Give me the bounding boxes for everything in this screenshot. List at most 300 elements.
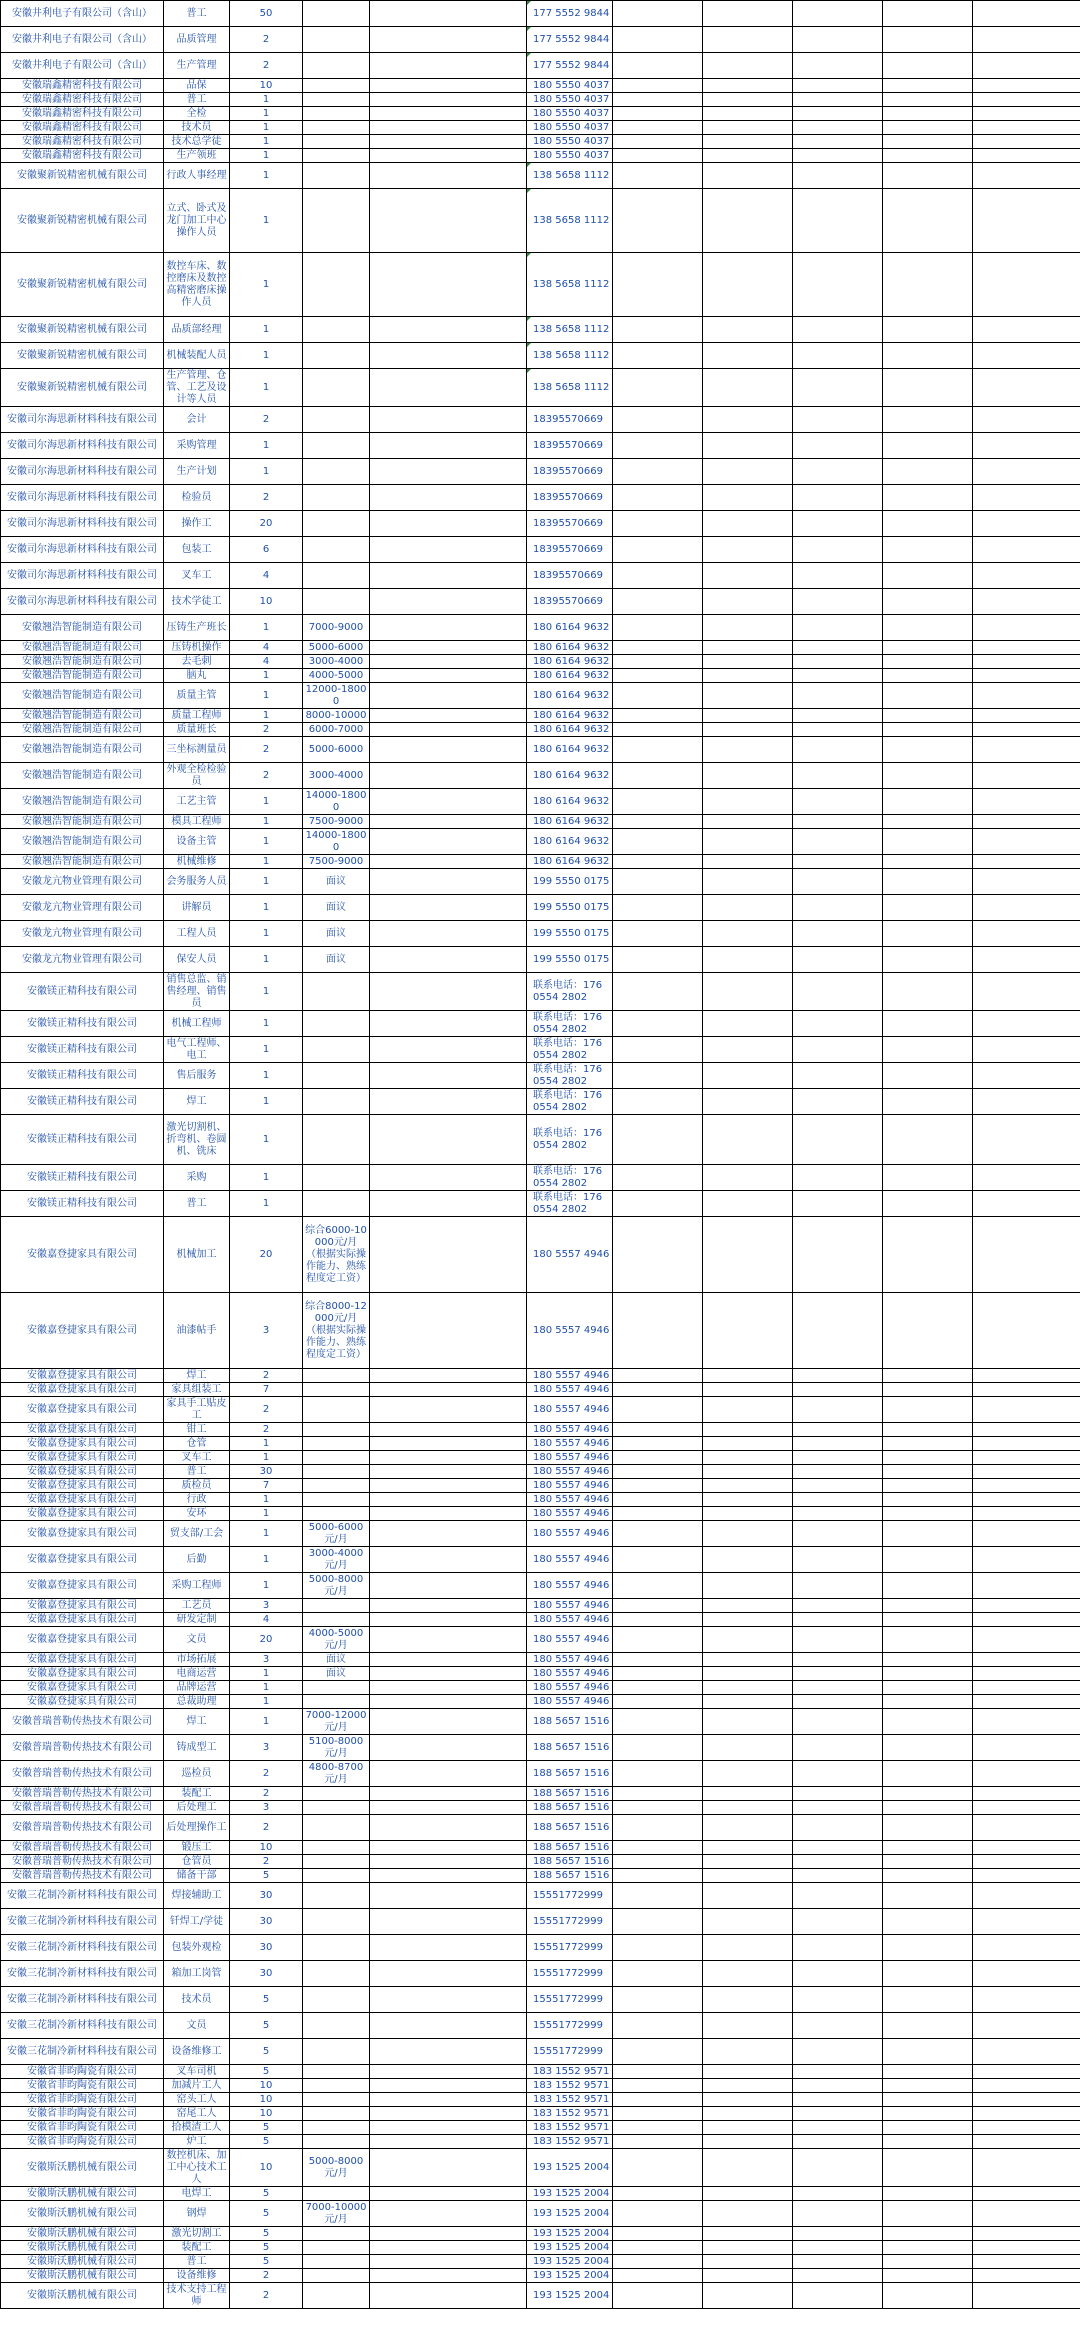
empty-cell[interactable]	[703, 1573, 793, 1599]
company-cell[interactable]: 安徽嘉登捷家具有限公司	[1, 1547, 164, 1573]
salary-cell[interactable]	[303, 1383, 370, 1397]
phone-cell[interactable]: 180 6164 9632	[527, 723, 613, 737]
empty-cell[interactable]	[973, 1479, 1080, 1493]
empty-cell[interactable]	[613, 1063, 703, 1089]
position-cell[interactable]: 技术支持工程师	[164, 2283, 230, 2309]
company-cell[interactable]: 安徽龙亢物业管理有限公司	[1, 921, 164, 947]
empty-cell[interactable]	[883, 1493, 973, 1507]
blank-cell[interactable]	[370, 1, 527, 27]
empty-cell[interactable]	[613, 1521, 703, 1547]
empty-cell[interactable]	[703, 1465, 793, 1479]
company-cell[interactable]: 安徽翘浩智能制造有限公司	[1, 855, 164, 869]
empty-cell[interactable]	[883, 1815, 973, 1841]
salary-cell[interactable]	[303, 1507, 370, 1521]
empty-cell[interactable]	[973, 973, 1080, 1011]
headcount-cell[interactable]: 20	[230, 1627, 303, 1653]
empty-cell[interactable]	[793, 2065, 883, 2079]
company-cell[interactable]: 安徽嘉登捷家具有限公司	[1, 1653, 164, 1667]
phone-cell[interactable]: 180 5557 4946	[527, 1695, 613, 1709]
salary-cell[interactable]: 4000-5000	[303, 669, 370, 683]
position-cell[interactable]: 电商运营	[164, 1667, 230, 1681]
salary-cell[interactable]	[303, 485, 370, 511]
empty-cell[interactable]	[613, 1653, 703, 1667]
empty-cell[interactable]	[973, 149, 1080, 163]
headcount-cell[interactable]: 1	[230, 709, 303, 723]
empty-cell[interactable]	[883, 537, 973, 563]
position-cell[interactable]: 电焊工	[164, 2187, 230, 2201]
empty-cell[interactable]	[973, 1987, 1080, 2013]
empty-cell[interactable]	[883, 1883, 973, 1909]
empty-cell[interactable]	[703, 1935, 793, 1961]
empty-cell[interactable]	[793, 317, 883, 343]
position-cell[interactable]: 焊工	[164, 1709, 230, 1735]
empty-cell[interactable]	[973, 815, 1080, 829]
salary-cell[interactable]	[303, 433, 370, 459]
empty-cell[interactable]	[793, 135, 883, 149]
phone-cell[interactable]: 188 5657 1516	[527, 1787, 613, 1801]
empty-cell[interactable]	[613, 121, 703, 135]
empty-cell[interactable]	[613, 1869, 703, 1883]
empty-cell[interactable]	[613, 1735, 703, 1761]
empty-cell[interactable]	[793, 2201, 883, 2227]
empty-cell[interactable]	[703, 485, 793, 511]
headcount-cell[interactable]: 4	[230, 655, 303, 669]
empty-cell[interactable]	[883, 135, 973, 149]
salary-cell[interactable]: 12000-18000	[303, 683, 370, 709]
phone-cell[interactable]: 138 5658 1112	[527, 163, 613, 189]
salary-cell[interactable]	[303, 2065, 370, 2079]
company-cell[interactable]: 安徽镁正精科技有限公司	[1, 1063, 164, 1089]
empty-cell[interactable]	[883, 1, 973, 27]
empty-cell[interactable]	[793, 815, 883, 829]
headcount-cell[interactable]: 10	[230, 2107, 303, 2121]
position-cell[interactable]: 设备主管	[164, 829, 230, 855]
empty-cell[interactable]	[793, 2187, 883, 2201]
empty-cell[interactable]	[703, 921, 793, 947]
company-cell[interactable]: 安徽嘉登捷家具有限公司	[1, 1493, 164, 1507]
empty-cell[interactable]	[973, 1801, 1080, 1815]
headcount-cell[interactable]: 1	[230, 317, 303, 343]
headcount-cell[interactable]: 1	[230, 1547, 303, 1573]
company-cell[interactable]: 安徽司尔海思新材料科技有限公司	[1, 433, 164, 459]
empty-cell[interactable]	[703, 407, 793, 433]
empty-cell[interactable]	[883, 855, 973, 869]
empty-cell[interactable]	[703, 1761, 793, 1787]
company-cell[interactable]: 安徽斯沃鹏机械有限公司	[1, 2227, 164, 2241]
salary-cell[interactable]	[303, 163, 370, 189]
empty-cell[interactable]	[883, 1599, 973, 1613]
empty-cell[interactable]	[883, 317, 973, 343]
empty-cell[interactable]	[613, 1397, 703, 1423]
blank-cell[interactable]	[370, 2107, 527, 2121]
phone-cell[interactable]: 188 5657 1516	[527, 1869, 613, 1883]
phone-cell[interactable]: 联系电话：176 0554 2802	[527, 1037, 613, 1063]
empty-cell[interactable]	[973, 1437, 1080, 1451]
company-cell[interactable]: 安徽普瑞普勒传热技术有限公司	[1, 1787, 164, 1801]
empty-cell[interactable]	[793, 921, 883, 947]
empty-cell[interactable]	[703, 641, 793, 655]
company-cell[interactable]: 安徽普瑞普勒传热技术有限公司	[1, 1815, 164, 1841]
empty-cell[interactable]	[973, 1841, 1080, 1855]
blank-cell[interactable]	[370, 737, 527, 763]
phone-cell[interactable]: 180 5557 4946	[527, 1479, 613, 1493]
blank-cell[interactable]	[370, 121, 527, 135]
position-cell[interactable]: 研发定制	[164, 1613, 230, 1627]
position-cell[interactable]: 叉车工	[164, 1451, 230, 1465]
blank-cell[interactable]	[370, 2135, 527, 2149]
empty-cell[interactable]	[973, 1507, 1080, 1521]
empty-cell[interactable]	[703, 1383, 793, 1397]
empty-cell[interactable]	[973, 869, 1080, 895]
empty-cell[interactable]	[613, 973, 703, 1011]
blank-cell[interactable]	[370, 563, 527, 589]
empty-cell[interactable]	[613, 1613, 703, 1627]
headcount-cell[interactable]: 5	[230, 2241, 303, 2255]
empty-cell[interactable]	[793, 737, 883, 763]
salary-cell[interactable]: 3000-4000	[303, 763, 370, 789]
headcount-cell[interactable]: 1	[230, 669, 303, 683]
salary-cell[interactable]: 5000-6000	[303, 737, 370, 763]
empty-cell[interactable]	[793, 1883, 883, 1909]
position-cell[interactable]: 家具手工贴皮工	[164, 1397, 230, 1423]
salary-cell[interactable]	[303, 1961, 370, 1987]
blank-cell[interactable]	[370, 149, 527, 163]
empty-cell[interactable]	[613, 1115, 703, 1165]
empty-cell[interactable]	[973, 407, 1080, 433]
empty-cell[interactable]	[703, 2255, 793, 2269]
empty-cell[interactable]	[793, 2255, 883, 2269]
blank-cell[interactable]	[370, 1479, 527, 1493]
blank-cell[interactable]	[370, 537, 527, 563]
empty-cell[interactable]	[973, 343, 1080, 369]
salary-cell[interactable]: 14000-18000	[303, 829, 370, 855]
company-cell[interactable]: 安徽瑞鑫精密科技有限公司	[1, 107, 164, 121]
company-cell[interactable]: 安徽斯沃鹏机械有限公司	[1, 2187, 164, 2201]
headcount-cell[interactable]: 1	[230, 1709, 303, 1735]
company-cell[interactable]: 安徽斯沃鹏机械有限公司	[1, 2149, 164, 2187]
empty-cell[interactable]	[973, 1037, 1080, 1063]
company-cell[interactable]: 安徽翘浩智能制造有限公司	[1, 789, 164, 815]
salary-cell[interactable]	[303, 1437, 370, 1451]
headcount-cell[interactable]: 30	[230, 1909, 303, 1935]
blank-cell[interactable]	[370, 107, 527, 121]
empty-cell[interactable]	[613, 855, 703, 869]
empty-cell[interactable]	[883, 1507, 973, 1521]
position-cell[interactable]: 叉车工	[164, 563, 230, 589]
company-cell[interactable]: 安徽嘉登捷家具有限公司	[1, 1369, 164, 1383]
position-cell[interactable]: 焊工	[164, 1089, 230, 1115]
empty-cell[interactable]	[703, 1787, 793, 1801]
salary-cell[interactable]	[303, 1063, 370, 1089]
empty-cell[interactable]	[613, 921, 703, 947]
salary-cell[interactable]	[303, 1787, 370, 1801]
empty-cell[interactable]	[613, 563, 703, 589]
empty-cell[interactable]	[883, 121, 973, 135]
empty-cell[interactable]	[973, 1695, 1080, 1709]
headcount-cell[interactable]: 2	[230, 1815, 303, 1841]
blank-cell[interactable]	[370, 1063, 527, 1089]
blank-cell[interactable]	[370, 2121, 527, 2135]
blank-cell[interactable]	[370, 615, 527, 641]
salary-cell[interactable]	[303, 107, 370, 121]
company-cell[interactable]: 安徽井利电子有限公司（含山）	[1, 27, 164, 53]
phone-cell[interactable]: 180 6164 9632	[527, 669, 613, 683]
blank-cell[interactable]	[370, 1115, 527, 1165]
blank-cell[interactable]	[370, 641, 527, 655]
empty-cell[interactable]	[793, 789, 883, 815]
empty-cell[interactable]	[613, 1987, 703, 2013]
headcount-cell[interactable]: 3	[230, 1293, 303, 1369]
empty-cell[interactable]	[613, 1667, 703, 1681]
empty-cell[interactable]	[973, 1465, 1080, 1479]
salary-cell[interactable]: 综合8000-12000元/月（根据实际操作能力、熟练程度定工资）	[303, 1293, 370, 1369]
position-cell[interactable]: 压铸机操作	[164, 641, 230, 655]
salary-cell[interactable]	[303, 1695, 370, 1709]
salary-cell[interactable]	[303, 253, 370, 317]
blank-cell[interactable]	[370, 683, 527, 709]
empty-cell[interactable]	[703, 79, 793, 93]
empty-cell[interactable]	[973, 2121, 1080, 2135]
empty-cell[interactable]	[703, 1599, 793, 1613]
blank-cell[interactable]	[370, 459, 527, 485]
empty-cell[interactable]	[883, 2269, 973, 2283]
phone-cell[interactable]: 180 5557 4946	[527, 1293, 613, 1369]
empty-cell[interactable]	[703, 1869, 793, 1883]
empty-cell[interactable]	[703, 563, 793, 589]
salary-cell[interactable]	[303, 1869, 370, 1883]
empty-cell[interactable]	[973, 1521, 1080, 1547]
empty-cell[interactable]	[793, 1217, 883, 1293]
blank-cell[interactable]	[370, 1037, 527, 1063]
blank-cell[interactable]	[370, 53, 527, 79]
empty-cell[interactable]	[703, 1423, 793, 1437]
phone-cell[interactable]: 18395570669	[527, 537, 613, 563]
headcount-cell[interactable]: 3	[230, 1735, 303, 1761]
phone-cell[interactable]: 193 1525 2004	[527, 2201, 613, 2227]
phone-cell[interactable]: 183 1552 9571	[527, 2079, 613, 2093]
position-cell[interactable]: 数控车床、数控磨床及数控高精密磨床操作人员	[164, 253, 230, 317]
empty-cell[interactable]	[883, 1191, 973, 1217]
phone-cell[interactable]: 180 5557 4946	[527, 1423, 613, 1437]
headcount-cell[interactable]: 1	[230, 1493, 303, 1507]
empty-cell[interactable]	[793, 1493, 883, 1507]
empty-cell[interactable]	[613, 53, 703, 79]
empty-cell[interactable]	[613, 789, 703, 815]
company-cell[interactable]: 安徽聚新锐精密机械有限公司	[1, 253, 164, 317]
blank-cell[interactable]	[370, 2149, 527, 2187]
blank-cell[interactable]	[370, 485, 527, 511]
headcount-cell[interactable]: 2	[230, 2269, 303, 2283]
empty-cell[interactable]	[883, 1787, 973, 1801]
salary-cell[interactable]: 14000-18000	[303, 789, 370, 815]
empty-cell[interactable]	[703, 789, 793, 815]
phone-cell[interactable]: 15551772999	[527, 1883, 613, 1909]
phone-cell[interactable]: 180 5550 4037	[527, 135, 613, 149]
empty-cell[interactable]	[703, 2187, 793, 2201]
blank-cell[interactable]	[370, 1493, 527, 1507]
empty-cell[interactable]	[973, 947, 1080, 973]
phone-cell[interactable]: 联系电话：176 0554 2802	[527, 1089, 613, 1115]
empty-cell[interactable]	[973, 1667, 1080, 1681]
empty-cell[interactable]	[883, 2039, 973, 2065]
headcount-cell[interactable]: 1	[230, 1011, 303, 1037]
empty-cell[interactable]	[793, 2269, 883, 2283]
headcount-cell[interactable]: 1	[230, 343, 303, 369]
position-cell[interactable]: 巡检员	[164, 1761, 230, 1787]
empty-cell[interactable]	[613, 1909, 703, 1935]
company-cell[interactable]: 安徽司尔海思新材料科技有限公司	[1, 407, 164, 433]
empty-cell[interactable]	[883, 253, 973, 317]
blank-cell[interactable]	[370, 1909, 527, 1935]
position-cell[interactable]: 检验员	[164, 485, 230, 511]
empty-cell[interactable]	[973, 1451, 1080, 1465]
headcount-cell[interactable]: 1	[230, 253, 303, 317]
empty-cell[interactable]	[703, 537, 793, 563]
empty-cell[interactable]	[613, 2107, 703, 2121]
company-cell[interactable]: 安徽翘浩智能制造有限公司	[1, 723, 164, 737]
phone-cell[interactable]: 15551772999	[527, 1961, 613, 1987]
empty-cell[interactable]	[883, 1217, 973, 1293]
blank-cell[interactable]	[370, 163, 527, 189]
blank-cell[interactable]	[370, 369, 527, 407]
empty-cell[interactable]	[973, 1, 1080, 27]
empty-cell[interactable]	[883, 1909, 973, 1935]
position-cell[interactable]: 压铸生产班长	[164, 615, 230, 641]
empty-cell[interactable]	[703, 815, 793, 829]
headcount-cell[interactable]: 1	[230, 1681, 303, 1695]
empty-cell[interactable]	[883, 343, 973, 369]
empty-cell[interactable]	[973, 317, 1080, 343]
empty-cell[interactable]	[613, 1883, 703, 1909]
salary-cell[interactable]	[303, 1855, 370, 1869]
empty-cell[interactable]	[613, 641, 703, 655]
headcount-cell[interactable]: 2	[230, 53, 303, 79]
empty-cell[interactable]	[703, 1695, 793, 1709]
company-cell[interactable]: 安徽嘉登捷家具有限公司	[1, 1465, 164, 1479]
blank-cell[interactable]	[370, 1869, 527, 1883]
empty-cell[interactable]	[613, 2283, 703, 2309]
empty-cell[interactable]	[973, 2227, 1080, 2241]
empty-cell[interactable]	[703, 669, 793, 683]
salary-cell[interactable]: 6000-7000	[303, 723, 370, 737]
phone-cell[interactable]: 188 5657 1516	[527, 1735, 613, 1761]
phone-cell[interactable]: 199 5550 0175	[527, 921, 613, 947]
empty-cell[interactable]	[703, 189, 793, 253]
salary-cell[interactable]	[303, 2079, 370, 2093]
phone-cell[interactable]: 183 1552 9571	[527, 2135, 613, 2149]
salary-cell[interactable]: 3000-4000元/月	[303, 1547, 370, 1573]
headcount-cell[interactable]: 1	[230, 789, 303, 815]
empty-cell[interactable]	[883, 93, 973, 107]
phone-cell[interactable]: 193 1525 2004	[527, 2283, 613, 2309]
blank-cell[interactable]	[370, 1521, 527, 1547]
empty-cell[interactable]	[703, 253, 793, 317]
position-cell[interactable]: 市场拓展	[164, 1653, 230, 1667]
empty-cell[interactable]	[973, 163, 1080, 189]
empty-cell[interactable]	[703, 2121, 793, 2135]
empty-cell[interactable]	[613, 1, 703, 27]
phone-cell[interactable]: 183 1552 9571	[527, 2107, 613, 2121]
salary-cell[interactable]	[303, 1451, 370, 1465]
blank-cell[interactable]	[370, 1465, 527, 1479]
empty-cell[interactable]	[973, 855, 1080, 869]
headcount-cell[interactable]: 2	[230, 1423, 303, 1437]
headcount-cell[interactable]: 1	[230, 93, 303, 107]
empty-cell[interactable]	[793, 107, 883, 121]
empty-cell[interactable]	[793, 947, 883, 973]
headcount-cell[interactable]: 1	[230, 869, 303, 895]
empty-cell[interactable]	[883, 829, 973, 855]
company-cell[interactable]: 安徽三花制冷新材料科技有限公司	[1, 2013, 164, 2039]
empty-cell[interactable]	[703, 1613, 793, 1627]
blank-cell[interactable]	[370, 1709, 527, 1735]
empty-cell[interactable]	[973, 2039, 1080, 2065]
company-cell[interactable]: 安徽嘉登捷家具有限公司	[1, 1599, 164, 1613]
empty-cell[interactable]	[613, 1627, 703, 1653]
phone-cell[interactable]: 188 5657 1516	[527, 1801, 613, 1815]
empty-cell[interactable]	[613, 869, 703, 895]
empty-cell[interactable]	[973, 763, 1080, 789]
salary-cell[interactable]	[303, 93, 370, 107]
empty-cell[interactable]	[883, 655, 973, 669]
empty-cell[interactable]	[883, 1735, 973, 1761]
position-cell[interactable]: 立式、卧式及龙门加工中心操作人员	[164, 189, 230, 253]
company-cell[interactable]: 安徽嘉登捷家具有限公司	[1, 1293, 164, 1369]
empty-cell[interactable]	[973, 121, 1080, 135]
position-cell[interactable]: 三坐标测量员	[164, 737, 230, 763]
position-cell[interactable]: 会计	[164, 407, 230, 433]
blank-cell[interactable]	[370, 1369, 527, 1383]
empty-cell[interactable]	[883, 1855, 973, 1869]
position-cell[interactable]: 贸支部/工会	[164, 1521, 230, 1547]
company-cell[interactable]: 安徽翘浩智能制造有限公司	[1, 615, 164, 641]
salary-cell[interactable]: 面议	[303, 921, 370, 947]
blank-cell[interactable]	[370, 2227, 527, 2241]
empty-cell[interactable]	[883, 1613, 973, 1627]
company-cell[interactable]: 安徽翘浩智能制造有限公司	[1, 683, 164, 709]
empty-cell[interactable]	[883, 1547, 973, 1573]
headcount-cell[interactable]: 4	[230, 641, 303, 655]
phone-cell[interactable]: 193 1525 2004	[527, 2255, 613, 2269]
company-cell[interactable]: 安徽斯沃鹏机械有限公司	[1, 2283, 164, 2309]
blank-cell[interactable]	[370, 1883, 527, 1909]
empty-cell[interactable]	[793, 27, 883, 53]
empty-cell[interactable]	[973, 829, 1080, 855]
phone-cell[interactable]: 180 5550 4037	[527, 121, 613, 135]
salary-cell[interactable]	[303, 2121, 370, 2135]
empty-cell[interactable]	[973, 485, 1080, 511]
headcount-cell[interactable]: 1	[230, 973, 303, 1011]
empty-cell[interactable]	[703, 1063, 793, 1089]
empty-cell[interactable]	[703, 27, 793, 53]
phone-cell[interactable]: 180 6164 9632	[527, 737, 613, 763]
empty-cell[interactable]	[613, 1037, 703, 1063]
salary-cell[interactable]: 5000-8000元/月	[303, 1573, 370, 1599]
salary-cell[interactable]	[303, 1369, 370, 1383]
empty-cell[interactable]	[793, 1709, 883, 1735]
empty-cell[interactable]	[883, 921, 973, 947]
empty-cell[interactable]	[703, 1521, 793, 1547]
salary-cell[interactable]: 面议	[303, 947, 370, 973]
empty-cell[interactable]	[613, 93, 703, 107]
empty-cell[interactable]	[973, 27, 1080, 53]
headcount-cell[interactable]: 1	[230, 1507, 303, 1521]
position-cell[interactable]: 操作工	[164, 511, 230, 537]
salary-cell[interactable]: 8000-10000	[303, 709, 370, 723]
company-cell[interactable]: 安徽省菲昀陶瓷有限公司	[1, 2135, 164, 2149]
empty-cell[interactable]	[703, 709, 793, 723]
empty-cell[interactable]	[613, 2269, 703, 2283]
